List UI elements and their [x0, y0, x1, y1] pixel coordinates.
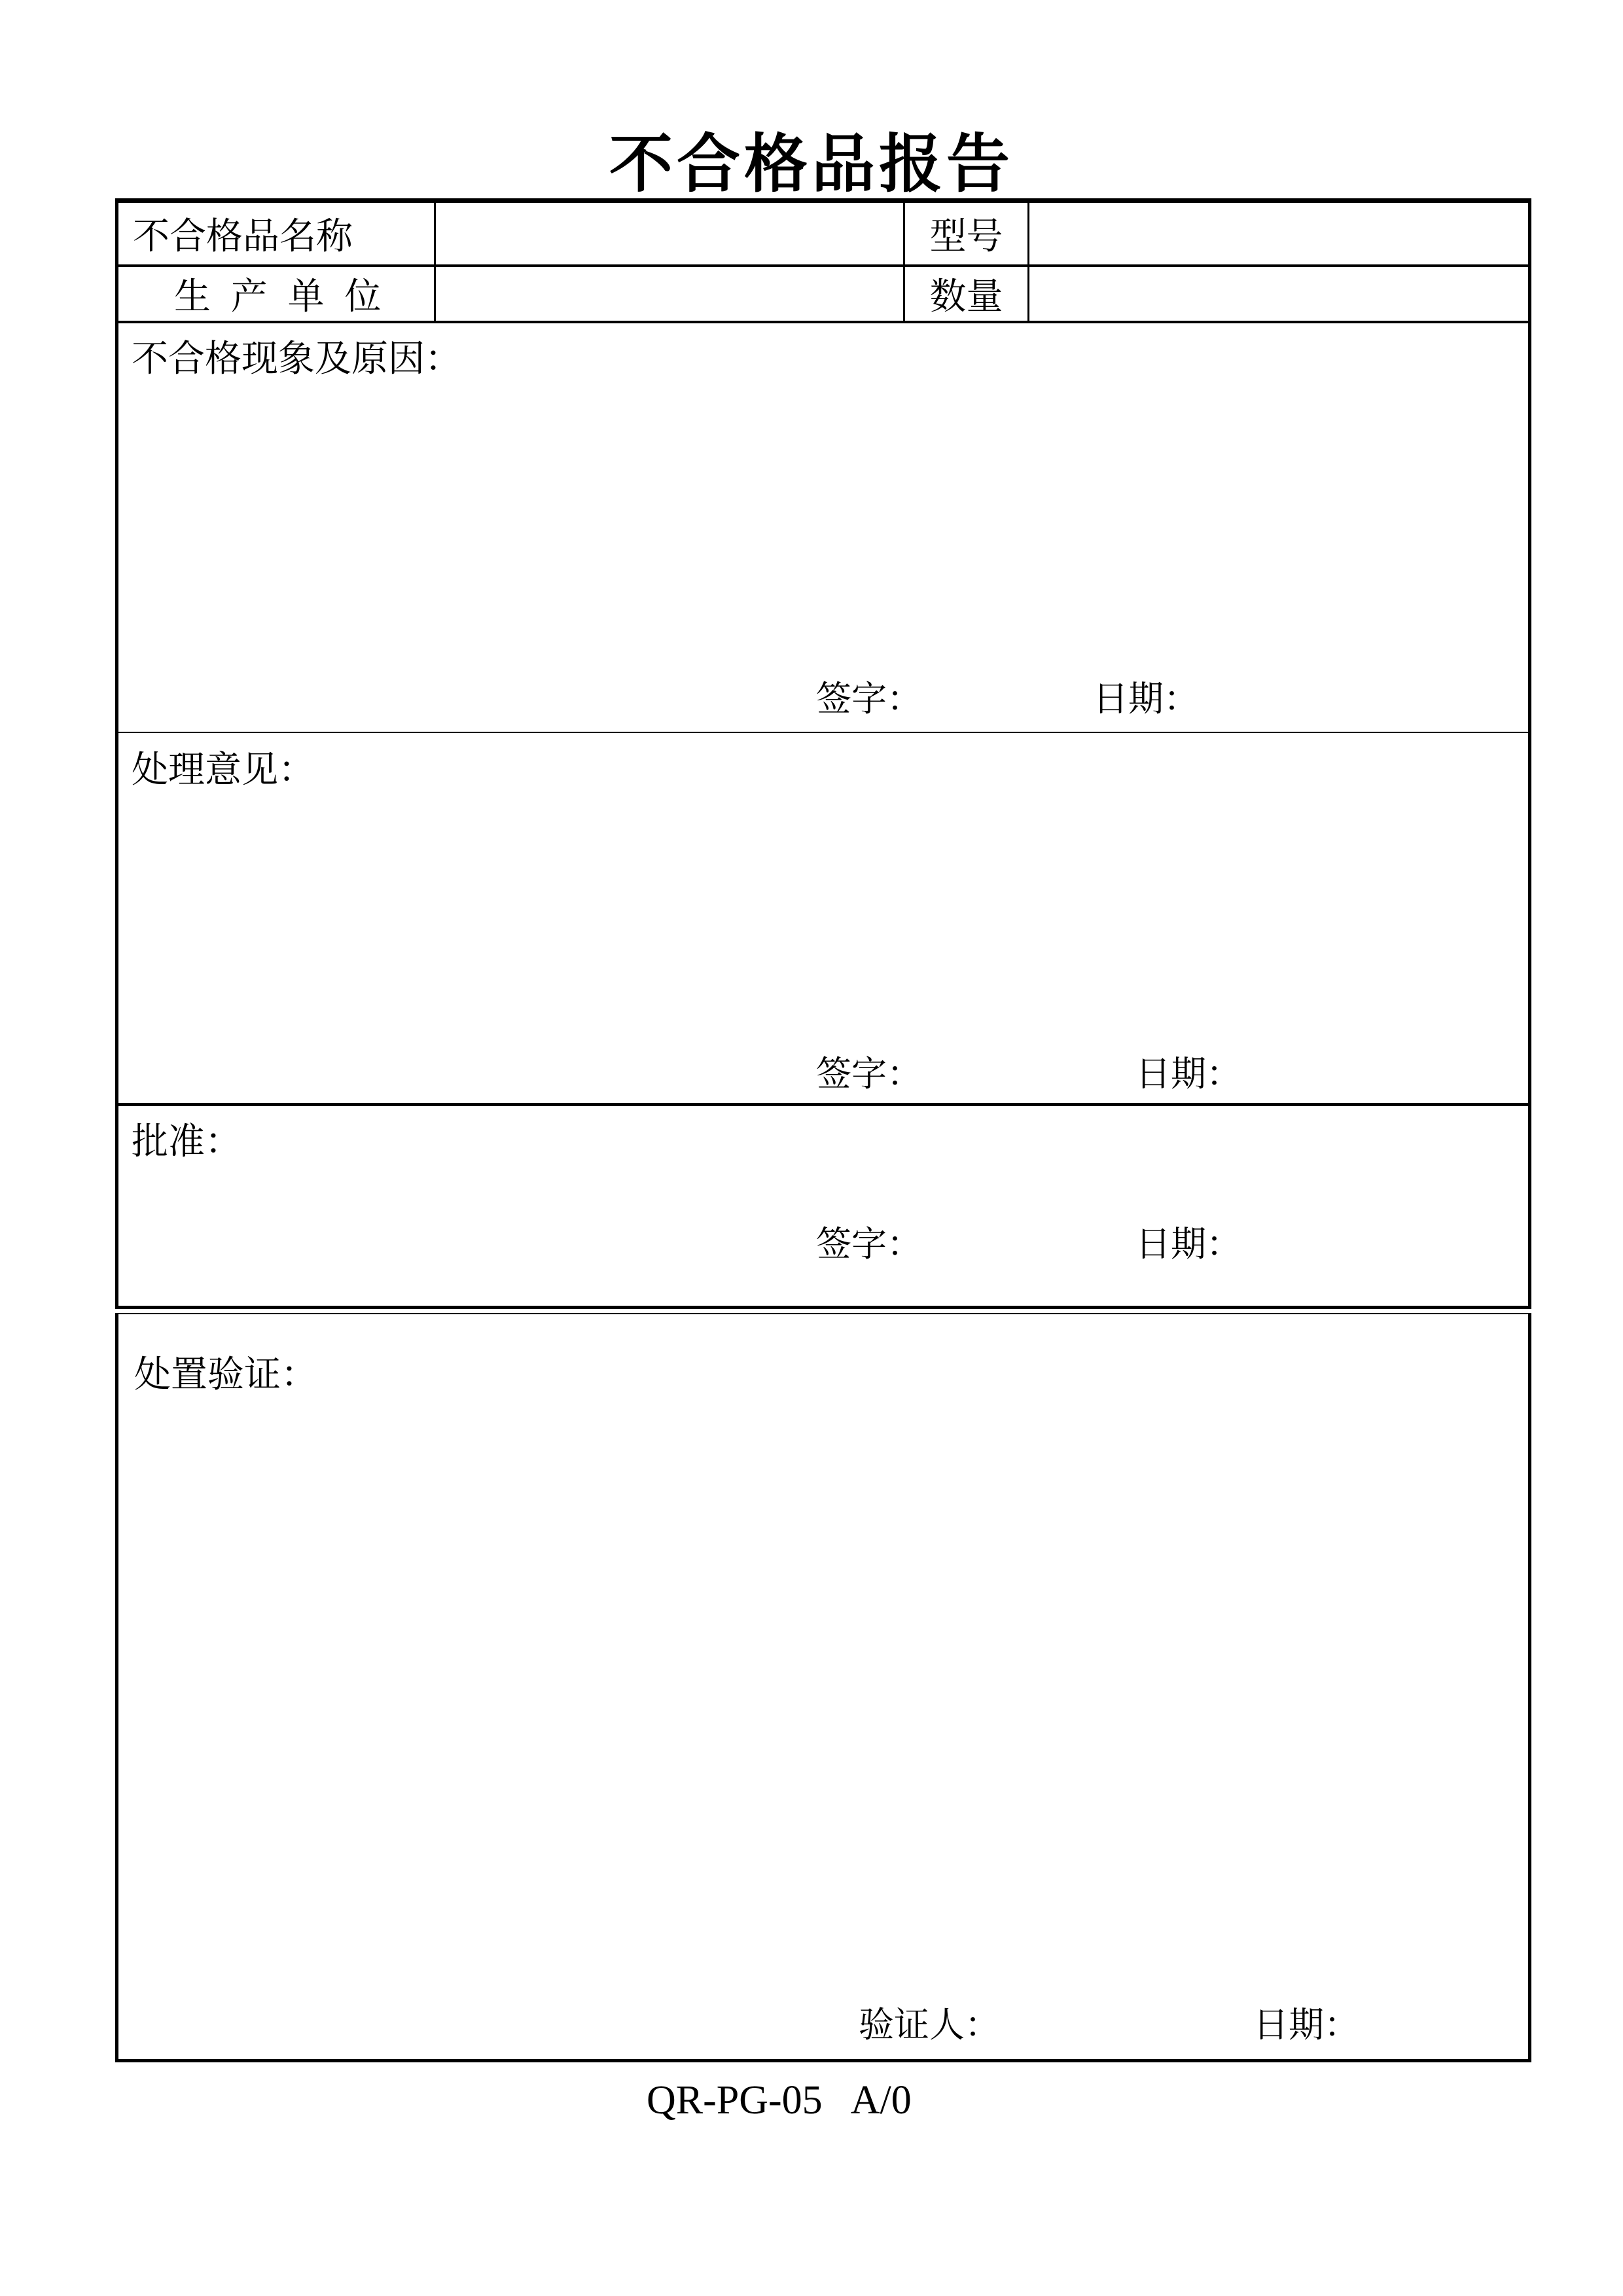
date-label: 日期：	[1135, 1054, 1241, 1094]
production-unit-field[interactable]	[436, 267, 903, 321]
section-handling-opinion[interactable]	[118, 734, 1528, 1103]
product-name-label: 不合格品名称	[133, 217, 353, 257]
divider-line	[118, 732, 1528, 733]
verification-box[interactable]	[115, 1313, 1531, 2062]
report-table	[115, 198, 1531, 1309]
section-approval[interactable]	[118, 1106, 1528, 1306]
section-approval-label: 批准：	[132, 1122, 241, 1162]
signature-label: 签字：	[816, 1054, 922, 1094]
signature-label: 签字：	[816, 679, 922, 719]
page-title: 不合格品报告	[609, 130, 1014, 200]
date-label: 日期：	[1135, 1225, 1241, 1264]
date-label: 日期：	[1253, 2005, 1359, 2045]
section-handling-opinion-label: 处理意见：	[132, 750, 315, 791]
verifier-label: 验证人：	[859, 2005, 1000, 2045]
model-label: 型号	[929, 217, 1003, 257]
verification-label: 处置验证：	[134, 1355, 317, 1395]
signature-label: 签字：	[816, 1225, 922, 1264]
document-code: QR-PG-05 A/0	[647, 2078, 912, 2123]
model-field[interactable]	[1029, 203, 1528, 264]
quantity-field[interactable]	[1029, 267, 1528, 321]
section-defect-description[interactable]	[118, 323, 1528, 732]
product-name-field[interactable]	[436, 203, 903, 264]
production-unit-label: 生产单位	[174, 277, 402, 317]
section-defect-description-label: 不合格现象及原因：	[132, 339, 461, 380]
date-label: 日期：	[1093, 679, 1199, 719]
quantity-label: 数量	[929, 277, 1003, 317]
